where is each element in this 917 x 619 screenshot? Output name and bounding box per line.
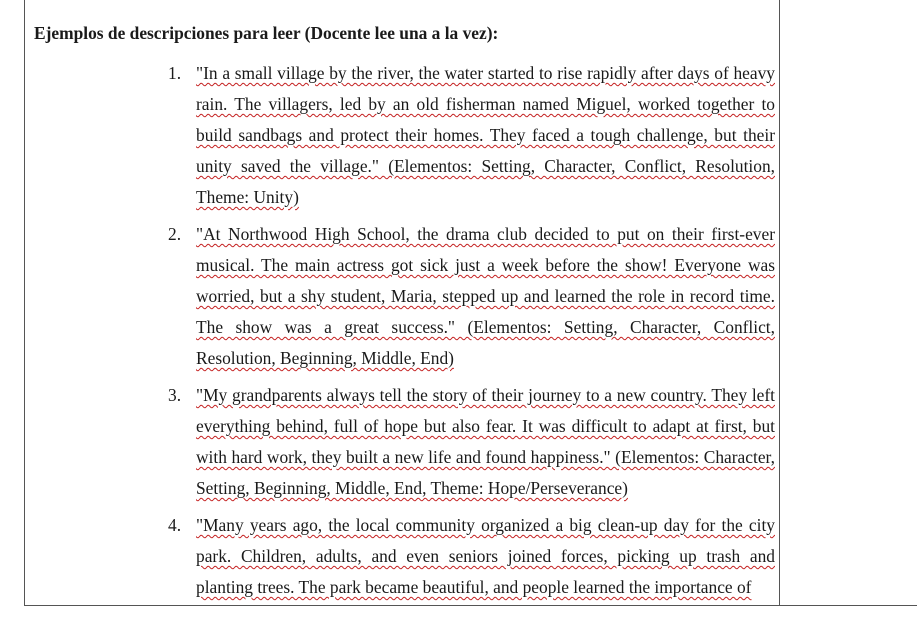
list-item <box>168 380 775 504</box>
list-item-number: 4. <box>168 515 182 535</box>
list-item-number: 3. <box>168 385 182 405</box>
list-item-number: 2. <box>168 224 182 244</box>
examples-list <box>168 58 775 606</box>
list-item-text: "At Northwood High School, the drama club decided to put on their first-ever musical. The main actress got sick just a week before the show! Everyone was worried, but a shy student, Maria, stepped up and learned the role in record time. The show was a great success." (Elementos: Setting, Character, Conflict, Resolution, Beginning, Middle, End) <box>196 224 775 368</box>
list-item <box>168 58 775 213</box>
list-item-number: 1. <box>168 63 182 83</box>
adjacent-table-cell <box>780 0 917 606</box>
list-item-text: "My grandparents always tell the story of their journey to a new country. They left everything behind, full of hope but also fear. It was difficult to adapt at first, but with hard work, they built a new life and found happiness." (Elementos: Character, Setting, Beginning, Middle, End, Theme: Hope/Perseverance) <box>196 385 775 498</box>
section-heading: Ejemplos de descripciones para leer (Docente lee una a la vez): <box>34 23 499 43</box>
list-item-text: "In a small village by the river, the water started to rise rapidly after days of heavy rain. The villagers, led by an old fisherman named Miguel, worked together to build sandbags and protect their homes. They faced a tough challenge, but their unity saved the village." (Elementos: Setting, Character, Conflict, Resolution, Theme: Unity) <box>196 63 775 207</box>
list-item-text: "Many years ago, the local community organized a big clean-up day for the city park. Children, adults, and even seniors joined forces, picking up trash and planting trees. The park became beautiful, and people learned the importance of <box>196 515 775 597</box>
list-item <box>168 510 775 603</box>
document-table-cell <box>24 0 780 606</box>
list-item <box>168 219 775 374</box>
